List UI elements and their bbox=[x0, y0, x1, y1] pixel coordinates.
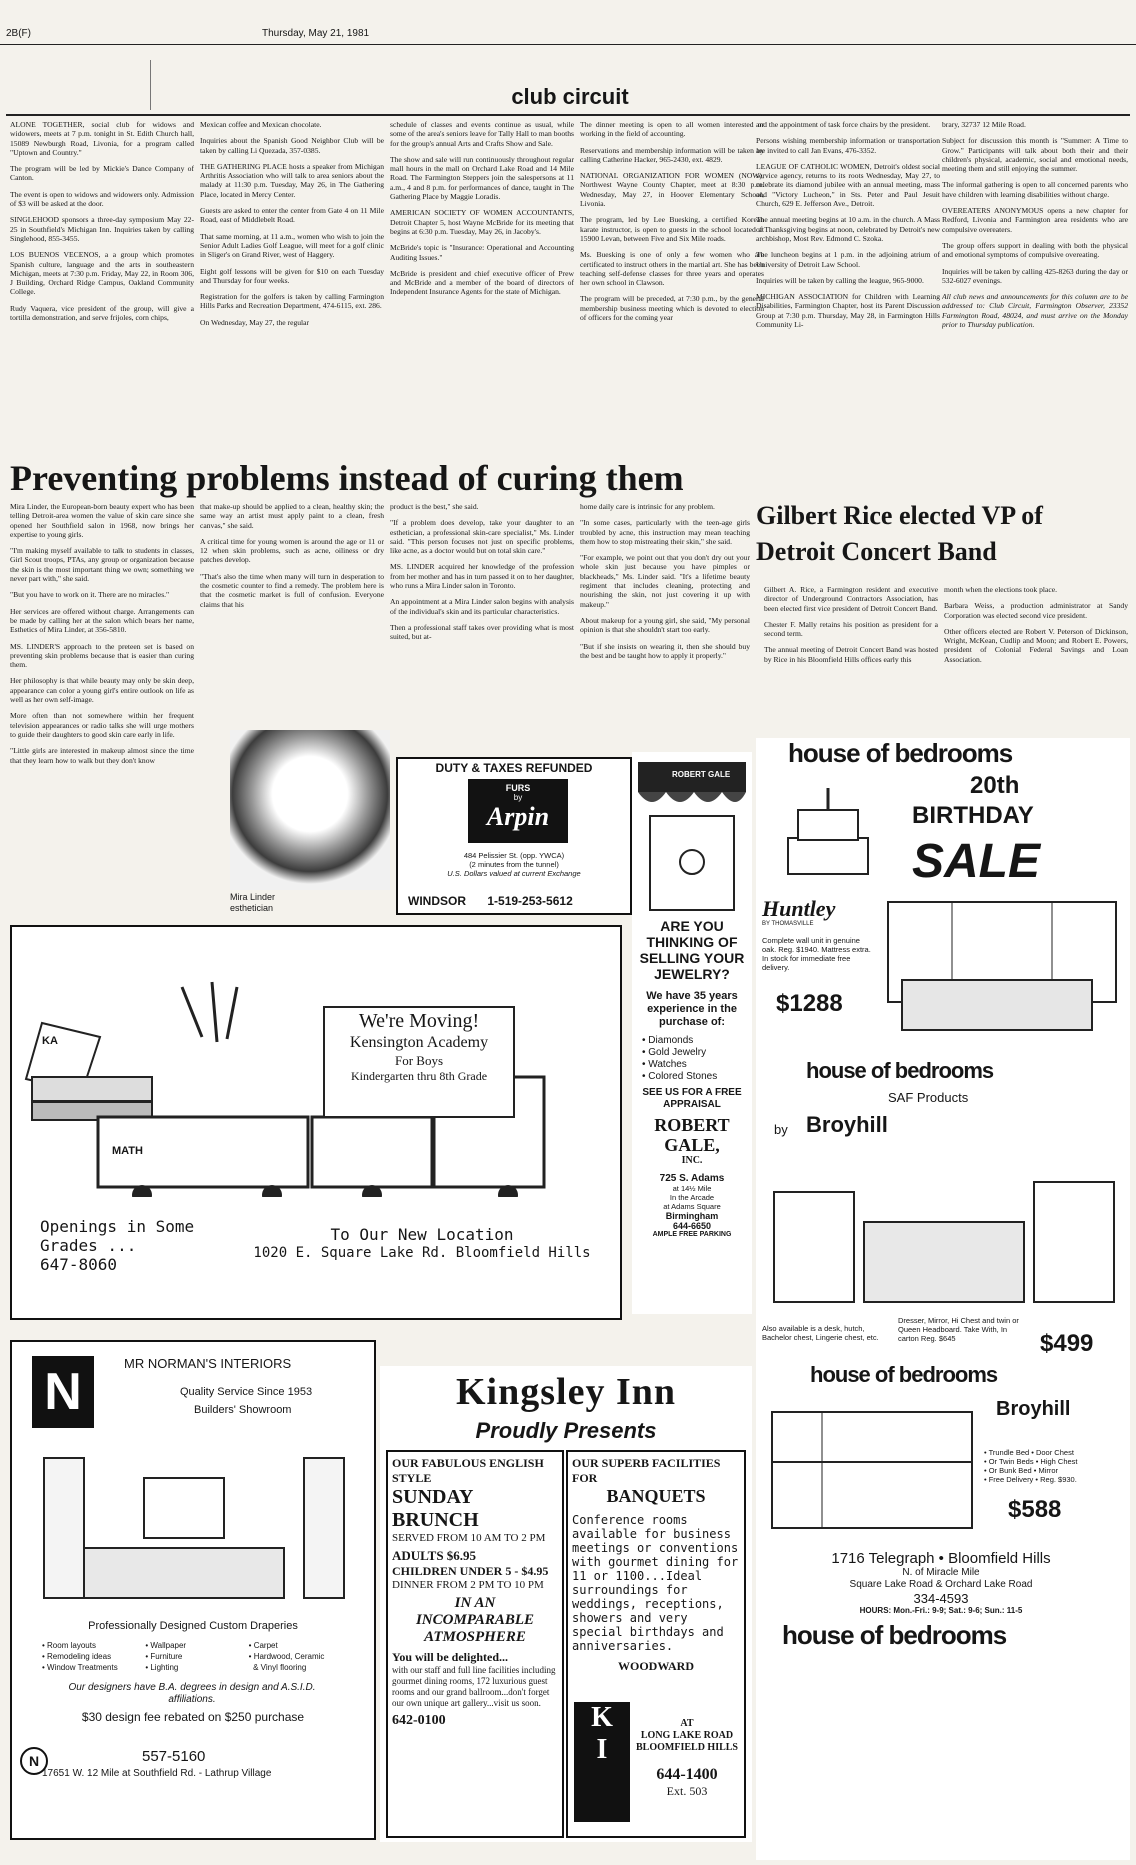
club-para: NATIONAL ORGANIZATION FOR WOMEN (NOW), Northwest Wayne County Chapter, meet at 8:30 p.m. Wednesday, May 27, in Hoover Elementary School, Livonia. bbox=[580, 171, 764, 209]
caption-name: Mira Linder bbox=[230, 892, 276, 902]
school-bus-illustration bbox=[12, 927, 620, 1197]
for-boys: For Boys bbox=[394, 1053, 444, 1068]
service-item: • Room layouts bbox=[42, 1641, 96, 1650]
issue-date: Thursday, May 21, 1981 bbox=[262, 28, 370, 39]
arpin-brand: Arpin bbox=[486, 802, 550, 831]
page-number: 2B(F) bbox=[6, 28, 31, 39]
hob-logo-top: house of bedrooms bbox=[788, 738, 1013, 768]
kingsley-crest bbox=[574, 1702, 630, 1822]
norman-showroom: Builders' Showroom bbox=[194, 1404, 292, 1416]
gale-appraisal: SEE US FOR A FREE APPRAISAL bbox=[642, 1087, 742, 1110]
norman-logo-icon: N bbox=[20, 1747, 48, 1775]
club-para: McBride's topic is "Insurance: Operational and Accounting Auditing Issues." bbox=[390, 243, 574, 262]
incomparable: INCOMPARABLE bbox=[415, 1612, 535, 1628]
header-left-rule bbox=[150, 60, 151, 110]
bedroom-wall-unit-illustration bbox=[882, 896, 1122, 1052]
gale-address: 725 S. Adams bbox=[659, 1173, 725, 1184]
norman-name: MR NORMAN'S INTERIORS bbox=[124, 1356, 292, 1371]
desk-text: Also available is a desk, hutch, Bachelor chest, Lingerie chest, etc. bbox=[762, 1324, 879, 1342]
bunk-item: • Free Delivery • Reg. $930. bbox=[984, 1475, 1077, 1484]
club-para: McBride is president and chief executive officer of Prew and McBride and a member of the board of directors of Independent Insurance Agents for the state of Michigan. bbox=[390, 268, 574, 297]
bloomfield-hills: BLOOMFIELD HILLS bbox=[636, 1742, 738, 1753]
service-item: & Vinyl flooring bbox=[253, 1663, 307, 1672]
birthday: BIRTHDAY bbox=[912, 802, 1034, 829]
norman-phone: 557-5160 bbox=[142, 1748, 206, 1765]
section-title: club circuit bbox=[511, 84, 629, 109]
bunk-bed-illustration bbox=[762, 1402, 982, 1538]
feature-para: About makeup for a young girl, she said, "My personal opinion is that she shouldn't start too early. bbox=[580, 615, 750, 635]
club-para: Mexican coffee and Mexican chocolate. bbox=[200, 120, 322, 129]
atmosphere: ATMOSPHERE bbox=[424, 1629, 526, 1645]
feature-para: that make-up should be applied to a clean, healthy skin; the same way an artist must apply paint to a clean, fresh canvas," she said. bbox=[200, 502, 384, 530]
saf-products: SAF Products bbox=[888, 1090, 969, 1105]
club-para: SINGLEHOOD sponsors a three-day symposium May 22-25 in Southfield's Michigan Inn. Inquiries taken by calling Singlehood, 855-3455. bbox=[10, 215, 194, 243]
price-1288: $1288 bbox=[776, 990, 843, 1017]
duty-refund: DUTY & TAXES REFUNDED bbox=[435, 761, 593, 775]
feature-para: "That's also the time when many will turn in desperation to the cosmetic counter to find a remedy. The problem here is that the cosmetic market is full of confusion. Everyone claims that his bbox=[200, 571, 384, 609]
woodward: WOODWARD bbox=[617, 1659, 694, 1673]
new-location-title: To Our New Location bbox=[330, 1225, 514, 1244]
club-para: The dinner meeting is open to all women interested or working in the field of accounting. bbox=[580, 120, 764, 139]
brunch-head1: OUR FABULOUS ENGLISH STYLE bbox=[392, 1456, 544, 1485]
feature-para: MS. LINDER acquired her knowledge of the profession from her mother and has in turn passed it on to her daughter, who runs a Mira Linder salon in Toronto. bbox=[390, 562, 574, 591]
banquet-head2: BANQUETS bbox=[606, 1486, 706, 1506]
hob-hours: HOURS: Mon.-Fri.: 9-9; Sat.: 9-6; Sun.: 11-5 bbox=[859, 1606, 1023, 1615]
feature-para: Mira Linder, the European-born beauty expert who has been telling Detroit-area women the value of skin care since she opened her Southfield salon in 1968, now brings her expertise to young girls. bbox=[10, 502, 194, 539]
in-an: IN AN bbox=[454, 1595, 496, 1611]
twentieth: 20th bbox=[970, 772, 1020, 799]
openings-text: Openings in Some Grades ... bbox=[40, 1217, 195, 1255]
gale-item: • Diamonds bbox=[642, 1035, 694, 1046]
at-text: AT bbox=[680, 1718, 694, 1729]
club-para: MICHIGAN ASSOCIATION for Children with Learning Disabilities, Farmington Chapter, host its Parent Discussion Group at 7:30 p.m. Thursday, May 28, in Farmington Hills Community Li- bbox=[756, 292, 940, 330]
club-para: The group offers support in dealing with both the physical and emotional symptoms of compulsive overeating. bbox=[942, 240, 1128, 260]
club-para: Rudy Vaquera, vice president of the group, will give a tortilla demonstration, and serve frijoles, corn chips, bbox=[10, 303, 194, 323]
sale-label: SALE bbox=[912, 835, 1041, 888]
feature-para: "I'm making myself available to talk to students in classes, Girl Scout troops, PTAs, any group or organization because the skin is the most important thing we own; something we never part with," she said. bbox=[10, 546, 194, 584]
openings-block bbox=[40, 1217, 210, 1274]
banquet-head1: OUR SUPERB FACILITIES FOR bbox=[572, 1456, 721, 1485]
arpin-contact bbox=[408, 894, 628, 908]
kingsley-name: Kingsley Inn bbox=[455, 1371, 677, 1413]
n-logo: N bbox=[32, 1356, 94, 1428]
club-para: Guests are asked to enter the center from Gate 4 on 11 Mile Road, east of Middlebelt Road. bbox=[200, 206, 384, 225]
arpin-minutes: (2 minutes from the tunnel) bbox=[469, 860, 559, 869]
club-para: Inquiries will be taken by calling 425-8263 during the day or 532-6027 evenings. bbox=[942, 266, 1128, 285]
wall-unit-text: Complete wall unit in genuine oak. Reg. $1940. Mattress extra. In stock for immediate free delivery. bbox=[762, 936, 871, 972]
hob-address: 1716 Telegraph • Bloomfield Hills bbox=[831, 1550, 1051, 1567]
gilbert-column-2 bbox=[944, 585, 1128, 735]
awning-illustration bbox=[632, 752, 752, 918]
hob-logo-low: house of bedrooms bbox=[810, 1362, 998, 1387]
gale-city: Birmingham bbox=[665, 1211, 719, 1221]
club-column-3 bbox=[390, 120, 574, 450]
club-column-1 bbox=[10, 120, 194, 450]
norman-service: Quality Service Since 1953 bbox=[180, 1386, 313, 1398]
club-para: Persons wishing membership information or transportation are invited to call Jan Evans, 476-3352. bbox=[756, 136, 940, 155]
crest-letter: I bbox=[596, 1734, 608, 1765]
club-para: The show and sale will run continuously throughout regular mall hours in the mall on Orchard Lake Road and 14 Mile Road. The Farmington Steppers join the salespersons at 11 a.m., 4 and 8 p.m. for performances of dance, taught in The Gathering Place by Maggie Loradis. bbox=[390, 154, 574, 202]
feature-column-2 bbox=[200, 502, 384, 722]
service-item: • Furniture bbox=[145, 1652, 183, 1661]
club-para: schedule of classes and events continue as usual, while some of the area's seniors leave for Tally Hall to man booths for the group's annual Arts and Crafts Show and Sale. bbox=[390, 120, 574, 148]
norman-address: 17651 W. 12 Mile at Southfield Rd. - Lathrup Village bbox=[42, 1768, 272, 1779]
club-para: The program, led by Lee Buesking, a certified Korean karate instructor, is open to guests in the school located at 15900 Levan, between Five and Six Mile roads. bbox=[580, 215, 764, 243]
brunch-served: SERVED FROM 10 AM TO 2 PM bbox=[392, 1532, 546, 1544]
club-para: The informal gathering is open to all concerned parents who have children with learning disabilities without charge. bbox=[942, 180, 1128, 199]
norman-rebate: $30 design fee rebated on $250 purchase bbox=[81, 1710, 305, 1724]
club-para: and the appointment of task force chairs by the president. bbox=[756, 120, 931, 129]
kensington-academy-ad bbox=[10, 925, 622, 1320]
gale-item: • Gold Jewelry bbox=[642, 1047, 707, 1058]
gilbert-column-1 bbox=[764, 585, 938, 735]
service-item: • Hardwood, Ceramic bbox=[248, 1652, 325, 1661]
broyhill-logo-2: Broyhill bbox=[996, 1398, 1071, 1420]
hob-contact bbox=[756, 1550, 1126, 1616]
hob-near: N. of Miracle Mile bbox=[902, 1567, 980, 1578]
gale-name: ROBERT GALE, bbox=[654, 1115, 730, 1155]
gale-items bbox=[642, 1035, 752, 1083]
service-item: • Lighting bbox=[145, 1663, 179, 1672]
club-column-5 bbox=[756, 120, 940, 492]
gale-parking: AMPLE FREE PARKING bbox=[652, 1231, 732, 1238]
new-location-block bbox=[232, 1225, 612, 1263]
feature-para: Her services are offered without charge. Arrangements can be made by calling her at the salon which bears her name, Esthetics of Mira Linder, at 356-5810. bbox=[10, 606, 194, 635]
arpin-logo-block bbox=[468, 779, 568, 843]
club-column-2 bbox=[200, 120, 384, 450]
feature-para: home daily care is intrinsic for any problem. bbox=[580, 502, 715, 511]
house-of-bedrooms-ad bbox=[756, 738, 1130, 1860]
club-para: Eight golf lessons will be given for $10 on each Tuesday and Thursday for four weeks. bbox=[200, 266, 384, 285]
price-499: $499 bbox=[1040, 1330, 1094, 1357]
gale-item: • Watches bbox=[642, 1059, 687, 1070]
kingsley-inn-ad bbox=[380, 1366, 752, 1842]
huntley-sub: BY THOMASVILLE bbox=[762, 921, 814, 927]
feature-para: "But you have to work on it. There are no miracles." bbox=[10, 590, 170, 600]
norman-services bbox=[42, 1640, 352, 1673]
kingsley-phone-2: 644-1400 bbox=[656, 1766, 718, 1783]
kensington-banner bbox=[324, 1009, 514, 1084]
mira-linder-photo bbox=[230, 730, 390, 890]
arpin-city: WINDSOR bbox=[408, 894, 466, 908]
by-text: by bbox=[774, 1122, 788, 1137]
photo-caption bbox=[230, 892, 380, 914]
gale-line3: In the Arcade bbox=[669, 1193, 715, 1202]
arpin-note: U.S. Dollars valued at current Exchange bbox=[447, 869, 581, 878]
club-column-6 bbox=[942, 120, 1128, 492]
club-para: On Wednesday, May 27, the regular bbox=[200, 317, 310, 327]
feature-para: "But if she insists on wearing it, then she should buy the best and be taught how to apply it properly." bbox=[580, 641, 750, 660]
arpin-address: 484 Pelissier St. (opp. YWCA) bbox=[463, 851, 565, 860]
club-para: The program will be led by Mickie's Dance Company of Canton. bbox=[10, 164, 194, 183]
hob-logo-mid: house of bedrooms bbox=[806, 1058, 994, 1083]
grades: Kindergarten thru 8th Grade bbox=[350, 1069, 488, 1083]
hob-logo-bottom: house of bedrooms bbox=[782, 1620, 1007, 1650]
kingsley-ext: Ext. 503 bbox=[666, 1784, 708, 1798]
club-para: Inquiries will be taken by calling the league, 965-9000. bbox=[756, 275, 924, 285]
bunk-item: • Or Bunk Bed • Mirror bbox=[984, 1466, 1059, 1475]
club-para: The luncheon begins at 1 p.m. in the adjoining atrium of University of Detroit Law School. bbox=[756, 250, 940, 269]
new-location-address: 1020 E. Square Lake Rd. Bloomfield Hills bbox=[253, 1245, 591, 1261]
bunk-items bbox=[984, 1448, 1128, 1484]
math-book: MATH bbox=[112, 1145, 143, 1157]
gilbert-para: Chester F. Mally retains his position as president for a second term. bbox=[764, 619, 938, 639]
caption-title: esthetician bbox=[230, 903, 274, 913]
club-column-4 bbox=[580, 120, 764, 450]
kids-bedroom-illustration bbox=[764, 1152, 1124, 1312]
robert-gale-ad bbox=[632, 752, 752, 1314]
kensington-phone: 647-8060 bbox=[40, 1255, 118, 1274]
brunch-head2: SUNDAY BRUNCH bbox=[392, 1486, 479, 1531]
banquet-body: Conference rooms available for business meetings or conventions with gourmet dining for 11 or 1100...Ideal surroundings for weddings, receptions, showers and very special birthdays and anniversaries. bbox=[572, 1513, 739, 1653]
brunch-children: CHILDREN UNDER 5 - $4.95 bbox=[392, 1564, 549, 1578]
living-room-illustration bbox=[24, 1438, 364, 1614]
masthead bbox=[0, 20, 1136, 42]
cake-illustration bbox=[778, 788, 878, 878]
delighted: You will be delighted... bbox=[392, 1650, 509, 1664]
feature-para: MS. LINDER'S approach to the preteen set is based on preventing skin problems because that is easier than curing them. bbox=[10, 641, 194, 670]
norman-drapes: Professionally Designed Custom Draperies bbox=[88, 1620, 298, 1632]
feature-para: Then a professional staff takes over providing what is most suited, but at- bbox=[390, 622, 574, 642]
gale-phone: 644-6650 bbox=[672, 1221, 712, 1231]
club-para: The program will be preceded, at 7:30 p.m., by the general membership business meeting which is devoted to election of officers for the coming year bbox=[580, 294, 764, 323]
feature-para: More often than not somewhere within her frequent television appearances or radio talks she will urge mothers to guide their daughters to good skin care early in life. bbox=[10, 711, 194, 739]
gilbert-para: Other officers elected are Robert V. Peterson of Dickinson, Wright, McKean, Cudlip and Moon; and Robert E. Powers, president of Colonial Federal Savings and Loan Association. bbox=[944, 626, 1128, 664]
service-item: • Wallpaper bbox=[145, 1641, 187, 1650]
kingsley-left bbox=[386, 1450, 564, 1838]
brunch-adults: ADULTS $6.95 bbox=[392, 1548, 477, 1563]
kingsley-facilities: with our staff and full line facilities including gourmet dining rooms, 172 luxurious guest rooms and our grand ballroom...don't forget our own unique art gallery...visit us soon. bbox=[392, 1665, 556, 1708]
feature-para: "If a problem does develop, take your daughter to an esthetician, a professional skin-care specialist," Ms. Linder said. "This person focuses not just on specific problems, like acne, as a doctor would but on total skin care." bbox=[390, 518, 574, 556]
club-para: AMERICAN SOCIETY OF WOMEN ACCOUNTANTS, Detroit Chapter 5, host Wayne McBride for its meeting that begins at 6:30 p.m. Tuesday, May 26, in Jacoby's. bbox=[390, 208, 574, 236]
feature-para: "For example, we point out that you don't dry out your whole skin just because you have pimples or blackheads," Ms. Linder said. "It's a lifetime beauty regiment that includes cleaning, protecting and nourishing the skin, not just covering it up with makeup." bbox=[580, 553, 750, 609]
gilbert-para: The annual meeting of Detroit Concert Band was hosted by Rice in his Bloomfield Hills offices early this bbox=[764, 645, 938, 664]
kingsley-location bbox=[630, 1718, 744, 1799]
broyhill-logo: Broyhill bbox=[806, 1112, 888, 1137]
kingsley-right bbox=[566, 1450, 746, 1838]
club-para: The event is open to widows and widowers only. Admission of $3 will be asked at the door. bbox=[10, 189, 194, 209]
gale-line4: at Adams Square bbox=[663, 1202, 721, 1211]
gale-inc: INC. bbox=[681, 1155, 703, 1166]
feature-column-1 bbox=[10, 502, 194, 922]
hob-phone: 334-4593 bbox=[913, 1591, 969, 1606]
club-para: Ms. Buesking is one of only a few women who are certificated to instruct others in the martial art. She has been teaching self-defense classes for three years and operates her own school in Clawson. bbox=[580, 250, 764, 288]
gilbert-para: month when the elections took place. bbox=[944, 585, 1058, 594]
feature-para: product is the best," she said. bbox=[390, 502, 479, 511]
dinner-hours: DINNER FROM 2 PM TO 10 PM bbox=[392, 1579, 544, 1591]
moving-text: We're Moving! bbox=[358, 1010, 480, 1032]
arpin-details bbox=[398, 851, 630, 878]
club-para: ALONE TOGETHER, social club for widows and widowers, meets at 7 p.m. tonight in St. Edith Church hall, 15089 Newburgh Road, Livonia, for a program called "Uptown and Country." bbox=[10, 120, 194, 157]
mr-normans-ad bbox=[10, 1340, 376, 1840]
hob-road: Square Lake Road & Orchard Lake Road bbox=[849, 1579, 1033, 1590]
gale-experience: We have 35 years experience in the purchase of: bbox=[646, 990, 738, 1028]
bunk-item: • Or Twin Beds • High Chest bbox=[984, 1457, 1078, 1466]
gilbert-para: Gilbert A. Rice, a Farmington resident and executive director of Underground Contractors Association, has been elected first vice president of Detroit Concert Band. bbox=[764, 585, 938, 613]
feature-para: An appointment at a Mira Linder salon begins with analysis of the individual's skin and its particular characteristics. bbox=[390, 597, 574, 616]
club-para: Inquiries about the Spanish Good Neighbor Club will be taken by calling Li Quezada, 357-0385. bbox=[200, 136, 384, 155]
kingsley-phone-1: 642-0100 bbox=[392, 1713, 446, 1728]
norman-designers: Our designers have B.A. degrees in design and A.S.I.D. affiliations. bbox=[68, 1682, 316, 1705]
service-item: • Window Treatments bbox=[42, 1663, 118, 1672]
service-item: • Remodeling ideas bbox=[42, 1652, 112, 1661]
gale-item: • Colored Stones bbox=[642, 1071, 718, 1082]
club-para: LEAGUE OF CATHOLIC WOMEN, Detroit's oldest social service agency, returns to its roots Wednesday, May 27, to celebrate its diamond jubilee with an annual meeting, mass and "Victory Lucheon," in Sts. Peter and Paul Jesuit Church, 629 E. Jefferson Ave., Detroit. bbox=[756, 161, 940, 209]
top-rule bbox=[0, 44, 1136, 45]
club-para: That same morning, at 11 a.m., women who wish to join the Senior Adult Ladies Golf League, will meet for a golf clinic in Sliger's on Grand River, west of Haggery. bbox=[200, 231, 384, 260]
club-notice: All club news and announcements for this column are to be addressed to: Club Circuit, Farmington Observer, 23352 Farmington Road, 48024, and must arrive on the Monday prior to Thursday publication. bbox=[942, 292, 1128, 330]
service-item: • Carpet bbox=[248, 1641, 278, 1650]
crest-letter: K bbox=[591, 1702, 613, 1733]
huntley-logo: Huntley bbox=[762, 896, 836, 921]
header-rule bbox=[6, 114, 1130, 116]
kingsley-proudly: Proudly Presents bbox=[475, 1418, 657, 1443]
club-para: OVEREATERS ANONYMOUS opens a new chapter for Redford, Livonia and Farmington area residents who are compulsive overeaters. bbox=[942, 206, 1128, 234]
club-para: Subject for discussion this month is "Summer: A Time to Grow." Participants will talk about both their and their children's physical, academic, social and emotional needs, meeting them and still enjoying the summer. bbox=[942, 136, 1128, 174]
awning-label: ROBERT GALE bbox=[672, 770, 731, 779]
dresser-text: Dresser, Mirror, Hi Chest and twin or Queen Headboard. Take With, In carton Reg. $645 bbox=[898, 1316, 1019, 1343]
long-lake-road: LONG LAKE ROAD bbox=[640, 1730, 734, 1741]
arpin-fur-ad bbox=[396, 757, 632, 915]
furs-label: FURS bbox=[505, 783, 531, 793]
club-para: Reservations and membership information will be taken by calling Catherine Hacker, 965-2430, ext. 4829. bbox=[580, 145, 764, 164]
arpin-phone: 1-519-253-5612 bbox=[487, 894, 573, 908]
gilbert-headline: Gilbert Rice elected VP of Detroit Concert Band bbox=[756, 501, 1043, 566]
club-para: THE GATHERING PLACE hosts a speaker from Michigan Arthritis Association who will talk to area seniors about the malady at 11:30 p.m. Tuesday, May 26, in The Gathering Place, located in Mercy Center. bbox=[200, 161, 384, 199]
bunk-item: • Trundle Bed • Door Chest bbox=[984, 1448, 1074, 1457]
gilbert-para: Barbara Weiss, a production administrator at Sandy Corporation was elected second vice president. bbox=[944, 601, 1128, 620]
price-588: $588 bbox=[1008, 1496, 1062, 1523]
feature-para: A critical time for young women is around the age or 11 or 12 when skin problems, such as acne, oiliness or dry patches develop. bbox=[200, 536, 384, 565]
club-para: LOS BUENOS VECENOS, a a group which promotes Spanish culture, language and the arts in southeastern Michigan, meets at 7:30 p.m. Friday, May 22, in Room 306, J Building, Orchard Ridge Campus, Oakland Community College. bbox=[10, 250, 194, 297]
club-para: The annual meeting begins at 10 a.m. in the church. A Mass of Thanksgiving begins at noon, celebrated by Detroit's new archbishop, Most Rev. Edmond C. Szoka. bbox=[756, 215, 940, 243]
feature-headline: Preventing problems instead of curing them bbox=[10, 458, 684, 498]
feature-column-3 bbox=[390, 502, 574, 742]
by-label: by bbox=[513, 793, 523, 802]
club-para: brary, 32737 12 Mile Road. bbox=[942, 120, 1026, 129]
feature-column-4 bbox=[580, 502, 750, 742]
feature-para: "Little girls are interested in makeup almost since the time that they learn how to walk but they don't know bbox=[10, 746, 194, 765]
academy-name: Kensington Academy bbox=[349, 1034, 489, 1051]
ka-tag: KA bbox=[42, 1035, 58, 1047]
gale-headline: ARE YOU THINKING OF SELLING YOUR JEWELRY? bbox=[639, 918, 745, 982]
feature-para: "In some cases, particularly with the teen-age girls troubled by acne, this instruction may mean teaching them how to stop mistreating their skin," she said. bbox=[580, 518, 750, 546]
gale-line2: at 14½ Mile bbox=[672, 1184, 712, 1193]
club-para: Registration for the golfers is taken by calling Farmington Hills Parks and Recreation Department, 474-6115, ext. 286. bbox=[200, 292, 384, 311]
feature-para: Her philosophy is that while beauty may only be skin deep, appearance can color a young girl's entire outlook on life as well as her own self-image. bbox=[10, 676, 194, 705]
